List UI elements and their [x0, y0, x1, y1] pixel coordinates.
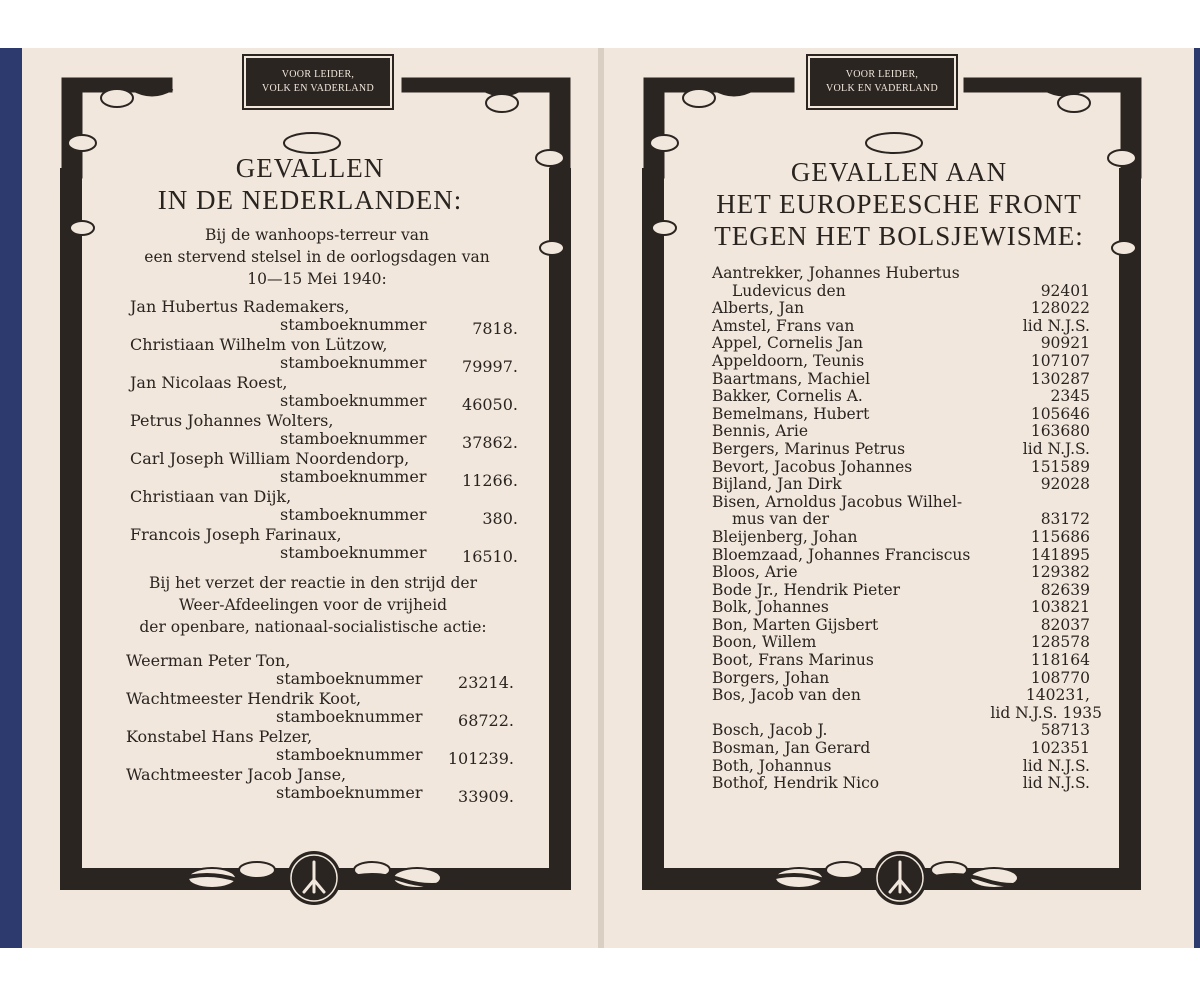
entry-stamboek-row [126, 783, 514, 806]
stamboek-label: stamboeknummer [280, 353, 427, 372]
stamboek-label: stamboeknummer [276, 783, 423, 802]
list-item-name: Bode Jr., Hendrik Pieter [712, 580, 901, 599]
right-page [604, 48, 1194, 948]
left-title-line-2: IN DE NEDERLANDEN: [157, 185, 463, 215]
list-item-name: Bloos, Arie [712, 563, 798, 582]
stamboek-number: 79997. [462, 357, 518, 376]
right-title-line-2: HET EUROPEESCHE FRONT [716, 189, 1082, 219]
list-item [712, 353, 1102, 371]
life-rune-emblem-icon [870, 848, 930, 908]
list-item [712, 283, 1102, 301]
list-item-value: lid N.J.S. 1935 [990, 703, 1102, 722]
stamboek-label: stamboeknummer [280, 467, 427, 486]
list-item-value: 92028 [1040, 475, 1090, 494]
list-item [712, 634, 1102, 652]
list-item-value: 129382 [1030, 563, 1090, 582]
list-item-name: Borgers, Johan [712, 668, 830, 687]
entry-name: Carl Joseph William Noordendorp, [130, 449, 410, 468]
entry-stamboek-row [126, 745, 514, 768]
stamboek-label: stamboeknummer [280, 543, 427, 562]
list-item-name: Bennis, Arie [712, 422, 809, 441]
fallen-entry [130, 297, 518, 338]
fallen-entry [126, 727, 514, 768]
intro2-line-2: Weer-Afdeelingen voor de vrijheid [178, 596, 448, 614]
list-item [712, 423, 1102, 441]
list-item-name: Bijland, Jan Dirk [712, 475, 842, 494]
list-item-value: lid N.J.S. [1022, 316, 1090, 335]
list-item-value: 58713 [1040, 721, 1090, 740]
list-item-value: 140231, [1025, 686, 1090, 705]
left-title-line-1: GEVALLEN [235, 153, 385, 183]
list-item-value: lid N.J.S. [1022, 439, 1090, 458]
list-item [712, 318, 1102, 336]
stamboek-number: 101239. [447, 749, 514, 768]
list-item-name: Boot, Frans Marinus [712, 651, 874, 670]
stamboek-number: 46050. [462, 395, 518, 414]
entry-stamboek-row [130, 391, 518, 414]
stamboek-number: 16510. [462, 547, 518, 566]
list-item-value: 128022 [1030, 299, 1090, 318]
stamboek-number: 68722. [458, 711, 514, 730]
stamboek-label: stamboeknummer [280, 429, 427, 448]
entry-name: Jan Nicolaas Roest, [130, 373, 288, 392]
list-item-name: Bevort, Jacobus Johannes [712, 457, 913, 476]
entry-name: Christiaan van Dijk, [130, 487, 292, 506]
intro2-line-3: der openbare, nationaal-socialistische actie: [139, 618, 487, 636]
entry-name: Francois Joseph Farinaux, [130, 525, 342, 544]
list-item-name: Amstel, Frans van [712, 316, 855, 335]
list-item-name: Bergers, Marinus Petrus [712, 439, 906, 458]
list-item-name: Bolk, Johannes [712, 598, 829, 617]
list-item [712, 265, 1102, 283]
list-item-name: Appel, Cornelis Jan [712, 334, 864, 353]
life-rune-emblem-icon [284, 848, 344, 908]
list-item-name: Bosman, Jan Gerard [712, 739, 871, 758]
list-item [712, 441, 1102, 459]
banner-line-2: VOLK EN VADERLAND [826, 83, 938, 94]
list-item [712, 564, 1102, 582]
banner-line-2: VOLK EN VADERLAND [262, 83, 374, 94]
stamboek-number: 380. [482, 509, 518, 528]
list-item-value: 92401 [1040, 281, 1090, 300]
list-item [712, 388, 1102, 406]
list-item-value: lid N.J.S. [1022, 756, 1090, 775]
entry-stamboek-row [130, 467, 518, 490]
entry-stamboek-row [126, 669, 514, 692]
entry-name: Wachtmeester Jacob Janse, [126, 765, 347, 784]
intro1-line-3: 10—15 Mei 1940: [247, 270, 387, 288]
list-item-value: 82639 [1040, 580, 1090, 599]
stamboek-label: stamboeknummer [276, 707, 423, 726]
fallen-entry [126, 765, 514, 806]
list-item-name: Bemelmans, Hubert [712, 404, 870, 423]
fallen-entry [130, 525, 518, 566]
list-item [712, 511, 1102, 529]
banner-line-1: VOOR LEIDER, [281, 69, 355, 80]
book-spread [0, 48, 1200, 948]
stamboek-number: 37862. [462, 433, 518, 452]
list-item [712, 687, 1102, 705]
list-item-value: 83172 [1040, 510, 1090, 529]
fallen-entry [130, 373, 518, 414]
list-item-name: Bos, Jacob van den [712, 686, 861, 705]
list-item-name: Aantrekker, Johannes Hubertus [712, 264, 960, 282]
entry-name: Petrus Johannes Wolters, [130, 411, 334, 430]
list-item-value: 128578 [1030, 633, 1090, 652]
fallen-eastern-front-list [712, 265, 1102, 793]
fallen-entry [130, 335, 518, 376]
left-intro-1 [122, 224, 512, 290]
list-item [712, 494, 1102, 512]
list-item-name: Bothof, Hendrik Nico [712, 774, 880, 793]
list-item [712, 740, 1102, 758]
stamboek-number: 7818. [472, 319, 518, 338]
stamboek-number: 23214. [458, 673, 514, 692]
list-item [712, 476, 1102, 494]
list-item [712, 459, 1102, 477]
list-item [712, 652, 1102, 670]
stamboek-label: stamboeknummer [276, 669, 423, 688]
list-item [712, 582, 1102, 600]
list-item-name: Bosch, Jacob J. [712, 721, 828, 740]
list-item [712, 547, 1102, 565]
intro2-line-1: Bij het verzet der reactie in den strijd der [148, 574, 478, 592]
intro1-line-2: een stervend stelsel in de oorlogsdagen van [144, 248, 490, 266]
fallen-entry [126, 689, 514, 730]
fallen-entry [126, 651, 514, 692]
list-item-name: Bisen, Arnoldus Jacobus Wilhel- [712, 492, 963, 511]
list-item [712, 617, 1102, 635]
list-item-value: 130287 [1030, 369, 1090, 388]
list-item-value: 108770 [1030, 668, 1090, 687]
entry-stamboek-row [130, 543, 518, 566]
list-item [712, 529, 1102, 547]
list-item-value: 151589 [1030, 457, 1090, 476]
list-item-value: 102351 [1030, 739, 1090, 758]
list-item-name: Ludevicus den [732, 281, 846, 300]
list-item-value: 103821 [1030, 598, 1090, 617]
entry-name: Weerman Peter Ton, [126, 651, 291, 670]
left-page [22, 48, 598, 948]
fallen-entry [130, 487, 518, 528]
right-title-line-3: TEGEN HET BOLSJEWISME: [714, 221, 1084, 251]
list-item [712, 775, 1102, 793]
entry-name: Konstabel Hans Pelzer, [126, 727, 313, 746]
list-item-value: 90921 [1040, 334, 1090, 353]
list-item-value: lid N.J.S. [1022, 774, 1090, 793]
entry-stamboek-row [130, 505, 518, 528]
entry-name: Christiaan Wilhelm von Lützow, [130, 335, 388, 354]
stamboek-label: stamboeknummer [280, 315, 427, 334]
stamboek-label: stamboeknummer [280, 505, 427, 524]
list-item-name: Bakker, Cornelis A. [712, 387, 863, 406]
banner-line-1: VOOR LEIDER, [845, 69, 919, 80]
left-intro-2 [118, 572, 508, 638]
list-item [712, 300, 1102, 318]
list-item-value: 107107 [1030, 351, 1090, 370]
stamboek-label: stamboeknummer [280, 391, 427, 410]
list-item-name: Both, Johannus [712, 756, 832, 775]
list-item [712, 670, 1102, 688]
banner-plaque [242, 54, 394, 110]
list-item [712, 705, 1102, 723]
list-item-name: Alberts, Jan [712, 299, 805, 318]
list-item-name: Baartmans, Machiel [712, 369, 871, 388]
list-item-value: 163680 [1030, 422, 1090, 441]
list-item-value: 118164 [1030, 651, 1090, 670]
list-item [712, 406, 1102, 424]
list-item [712, 758, 1102, 776]
fallen-entry [130, 411, 518, 452]
list-item-value: 115686 [1030, 527, 1090, 546]
list-item [712, 335, 1102, 353]
stamboek-number: 33909. [458, 787, 514, 806]
list-item-value: 105646 [1030, 404, 1090, 423]
list-item [712, 599, 1102, 617]
list-item-name: Appeldoorn, Teunis [712, 351, 865, 370]
right-title-line-1: GEVALLEN AAN [790, 157, 1008, 187]
list-item-name: Bon, Marten Gijsbert [712, 615, 879, 634]
entry-name: Jan Hubertus Rademakers, [130, 297, 350, 316]
right-title [604, 156, 1194, 252]
list-item-name: Boon, Willem [712, 633, 817, 652]
entry-stamboek-row [130, 429, 518, 452]
banner-plaque [806, 54, 958, 110]
list-item-name: mus van der [732, 510, 829, 529]
entry-stamboek-row [130, 315, 518, 338]
stamboek-number: 11266. [462, 471, 518, 490]
list-item-name: Bloemzaad, Johannes Franciscus [712, 545, 971, 564]
list-item-value: 2345 [1050, 387, 1090, 406]
entry-stamboek-row [130, 353, 518, 376]
intro1-line-1: Bij de wanhoops-terreur van [204, 226, 430, 244]
stamboek-label: stamboeknummer [276, 745, 423, 764]
left-title [22, 152, 598, 216]
entry-stamboek-row [126, 707, 514, 730]
list-item-name: Bleijenberg, Johan [712, 527, 858, 546]
fallen-list-group-1 [130, 297, 518, 566]
entry-name: Wachtmeester Hendrik Koot, [126, 689, 362, 708]
fallen-entry [130, 449, 518, 490]
list-item [712, 371, 1102, 389]
fallen-list-group-2 [126, 651, 514, 806]
list-item [712, 722, 1102, 740]
list-item-value: 82037 [1040, 615, 1090, 634]
list-item-value: 141895 [1030, 545, 1090, 564]
